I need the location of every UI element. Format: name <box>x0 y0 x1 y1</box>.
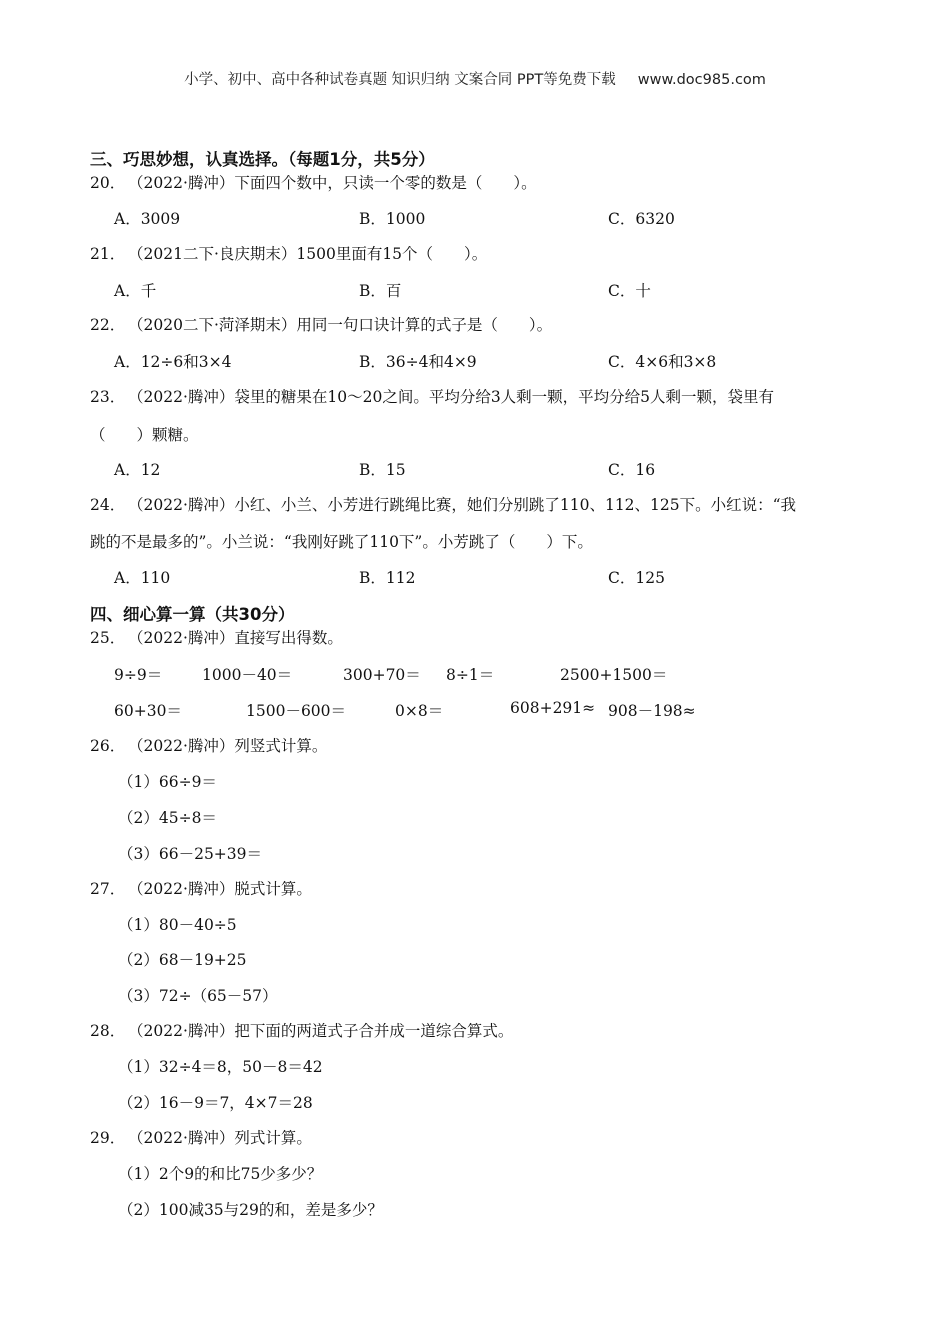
question-29 <box>90 1126 312 1148</box>
sub-item: （2）68－19+25 <box>118 951 247 969</box>
calc-item: 1500－600＝ <box>246 702 347 720</box>
question-source: （2022·腾冲） <box>128 388 235 406</box>
sub-item: （1）80－40÷5 <box>118 916 237 934</box>
question-21 <box>90 242 487 264</box>
q20-option-a: A．3009 <box>114 210 181 228</box>
question-text: 列竖式计算。 <box>234 737 328 755</box>
sub-item: （1）66÷9＝ <box>118 773 217 791</box>
question-source: （2021二下·良庆期末） <box>128 245 297 263</box>
question-number: 23． <box>90 388 126 406</box>
question-number: 28． <box>90 1022 126 1040</box>
question-number: 22． <box>90 316 126 334</box>
sub-item: （2）16－9＝7，4×7＝28 <box>118 1094 313 1112</box>
q22-option-c: C．4×6和3×8 <box>608 353 717 371</box>
question-source: （2022·腾冲） <box>128 496 235 514</box>
question-28 <box>90 1019 513 1041</box>
question-number: 26． <box>90 737 126 755</box>
calc-item: 8÷1＝ <box>446 666 495 684</box>
question-23 <box>90 385 774 407</box>
question-text: 用同一句口诀计算的式子是（ ）。 <box>296 316 553 334</box>
question-text: 小红、小兰、小芳进行跳绳比赛，她们分别跳了110、112、125下。小红说：“我 <box>234 496 797 514</box>
calc-item: 2500+1500＝ <box>560 666 668 684</box>
q24-option-a: A．110 <box>114 569 171 587</box>
calc-item: 608+291≈ <box>510 699 596 717</box>
question-number: 29． <box>90 1129 126 1147</box>
question-27 <box>90 877 312 899</box>
question-source: （2020二下·菏泽期末） <box>128 316 297 334</box>
question-number: 24． <box>90 496 126 514</box>
q23-option-a: A．12 <box>114 461 161 479</box>
header-text: 小学、初中、高中各种试卷真题 知识归纳 文案合同 PPT等免费下载 <box>184 72 616 88</box>
question-number: 21． <box>90 245 126 263</box>
section-title-4: 四、细心算一算（共30分） <box>90 605 295 624</box>
calc-item: 908－198≈ <box>608 702 696 720</box>
question-number: 20． <box>90 174 126 192</box>
question-25 <box>90 626 343 648</box>
question-source: （2022·腾冲） <box>128 174 235 192</box>
sub-item: （1）32÷4＝8，50－8＝42 <box>118 1058 323 1076</box>
question-number: 25． <box>90 629 126 647</box>
q23-option-b: B．15 <box>359 461 406 479</box>
question-source: （2022·腾冲） <box>128 880 235 898</box>
sub-item: （3）66－25+39＝ <box>118 845 263 863</box>
calc-item: 60+30＝ <box>114 702 182 720</box>
calc-item: 0×8＝ <box>395 702 444 720</box>
q21-option-b: B．百 <box>359 282 402 300</box>
question-20 <box>90 171 537 193</box>
q21-option-c: C．十 <box>608 282 651 300</box>
question-text: 1500里面有15个（ ）。 <box>296 245 488 263</box>
question-text: 下面四个数中，只读一个零的数是（ ）。 <box>234 174 537 192</box>
question-number: 27． <box>90 880 126 898</box>
q23-option-c: C．16 <box>608 461 656 479</box>
question-26 <box>90 734 327 756</box>
q24-option-b: B．112 <box>359 569 416 587</box>
q21-option-a: A．千 <box>114 282 157 300</box>
q24-option-c: C．125 <box>608 569 665 587</box>
section-title-3: 三、巧思妙想，认真选择。（每题1分，共5分） <box>90 150 435 169</box>
sub-item: （3）72÷（65－57） <box>118 987 278 1005</box>
question-text: 直接写出得数。 <box>234 629 343 647</box>
question-text: 把下面的两道式子合并成一道综合算式。 <box>234 1022 514 1040</box>
question-24-continued: 跳的不是最多的”。小兰说：“我刚好跳了110下”。小芳跳了（ ）下。 <box>90 533 593 551</box>
question-text: 袋里的糖果在10～20之间。平均分给3人剩一颗，平均分给5人剩一颗，袋里有 <box>234 388 775 406</box>
question-22 <box>90 313 552 335</box>
q20-option-b: B．1000 <box>359 210 426 228</box>
q22-option-b: B．36÷4和4×9 <box>359 353 477 371</box>
page-header <box>0 68 950 89</box>
question-source: （2022·腾冲） <box>128 1129 235 1147</box>
question-text: 列式计算。 <box>234 1129 312 1147</box>
sub-item: （2）45÷8＝ <box>118 809 217 827</box>
sub-item: （1）2个9的和比75少多少？ <box>118 1165 323 1183</box>
question-source: （2022·腾冲） <box>128 737 235 755</box>
calc-item: 9÷9＝ <box>114 666 163 684</box>
question-23-continued: （ ）颗糖。 <box>90 426 199 444</box>
header-site: www.doc985.com <box>637 72 766 88</box>
question-source: （2022·腾冲） <box>128 1022 235 1040</box>
calc-item: 1000－40＝ <box>202 666 293 684</box>
question-text: 脱式计算。 <box>234 880 312 898</box>
question-24 <box>90 493 796 515</box>
q22-option-a: A．12÷6和3×4 <box>114 353 232 371</box>
question-source: （2022·腾冲） <box>128 629 235 647</box>
calc-item: 300+70＝ <box>343 666 421 684</box>
sub-item: （2）100减35与29的和，差是多少？ <box>118 1201 383 1219</box>
q20-option-c: C．6320 <box>608 210 675 228</box>
